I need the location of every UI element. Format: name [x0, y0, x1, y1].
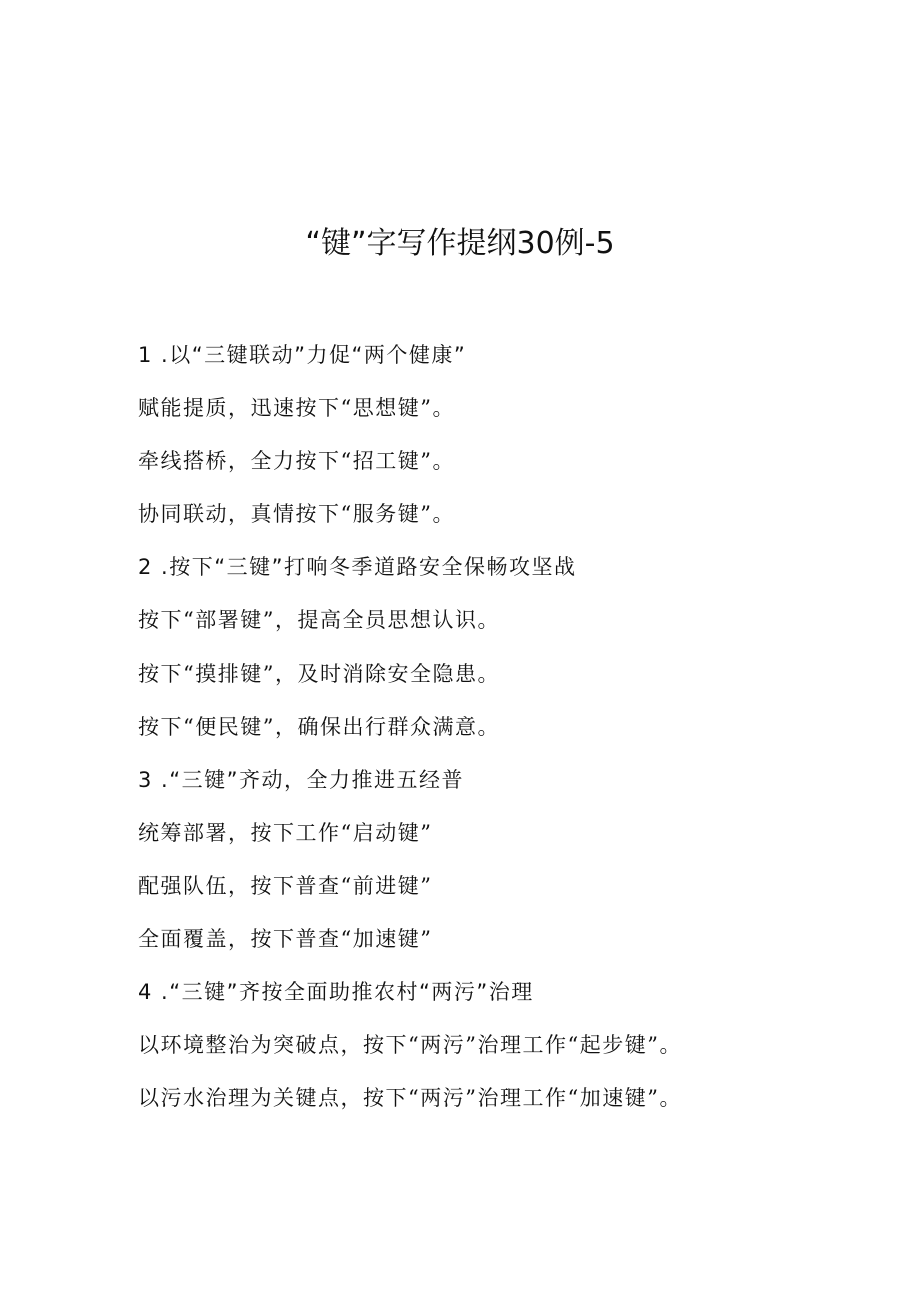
body-line: 全面覆盖，按下普查“加速键”: [138, 927, 433, 952]
section-heading-4: 4 .“三键”齐按全面助推农村“两污”治理: [138, 980, 534, 1005]
body-line: 按下“摸排键”，及时消除安全隐患。: [138, 661, 500, 686]
document-title: “键”字写作提纲30例-5: [305, 226, 615, 261]
body-line: 按下“便民键”，确保出行群众满意。: [138, 714, 500, 739]
body-line: 赋能提质，迅速按下“思想键”。: [138, 396, 455, 421]
body-line: 以污水治理为关键点，按下“两污”治理工作“加速键”。: [138, 1086, 682, 1111]
document-body: [138, 333, 858, 1129]
body-line: 牵线搭桥，全力按下“招工键”。: [138, 449, 455, 474]
body-line: 以环境整治为突破点，按下“两污”治理工作“起步键”。: [138, 1033, 682, 1058]
body-line: 配强队伍，按下普查“前进键”: [138, 873, 433, 898]
body-line: 协同联动，真情按下“服务键”。: [138, 502, 455, 527]
section-heading-3: 3 .“三键”齐动，全力推进五经普: [138, 767, 464, 792]
body-line: 统筹部署，按下工作“启动键”: [138, 820, 433, 845]
body-line: 按下“部署键”，提高全员思想认识。: [138, 608, 500, 633]
section-heading-1: 1 .以“三键联动”力促“两个健康”: [138, 343, 467, 367]
section-heading-2: 2 .按下“三键”打响冬季道路安全保畅攻坚战: [138, 555, 577, 580]
